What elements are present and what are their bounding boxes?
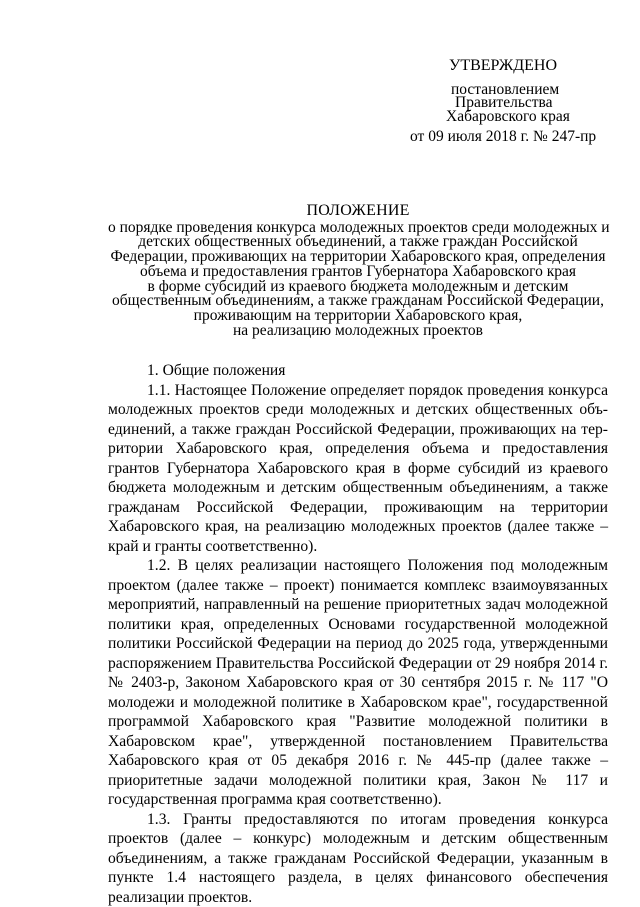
approval-line: постановлением — [451, 82, 559, 97]
section-heading: 1. Общие положения — [108, 361, 608, 381]
approval-title: УТВЕРЖДЕНО — [449, 58, 557, 73]
document-title: ПОЛОЖЕНИЕ — [108, 204, 608, 219]
approval-line: Хабаровского края — [446, 109, 570, 124]
document-subtitle-line: Федерации, проживающих на территории Хабаровского края, определения — [108, 250, 608, 265]
document-body — [108, 361, 608, 907]
document-subtitle-line: на реализацию молодежных проектов — [108, 324, 608, 339]
document-subtitle-line: детских общественных объединений, а также граждан Российской — [108, 235, 608, 250]
paragraph-1-3: 1.3. Гранты предоставляются по итогам проведения конкурса проектов (далее – конкурс) молодежным и детским общественным объединениям, а также гражданам Российской Федерации, указанным в пункте 1.4 настоящего раздела, в целях финансового обеспечения реализации проектов. — [108, 810, 608, 907]
approval-date-number: от 09 июля 2018 г. № 247-пр — [410, 129, 596, 144]
paragraph-1-1: 1.1. Настоящее Положение определяет порядок проведения конкурса молодежных проектов среди молодежных и детских общественных объединений, а также граждан Российской Федерации, проживающих на территории Хабаровского края, определения объема и предоставления грантов Губернатора Хабаровского края в форме субсидий из краевого бюджета молодежным и детским общественным объединениям, а также гражданам Российской Федерации, проживающим на территории Хабаровского края, на реализацию молодежных проектов (далее также – край и гранты соответственно). — [108, 381, 608, 557]
document-subtitle-line: о порядке проведения конкурса молодежных проектов среди молодежных и — [108, 221, 608, 236]
document-subtitle-line: в форме субсидий из краевого бюджета молодежным и детским — [108, 280, 608, 295]
document-subtitle-line: объема и предоставления грантов Губернатора Хабаровского края — [108, 265, 608, 280]
document-subtitle-line: общественным объединениям, а также гражданам Российской Федерации, — [108, 294, 608, 309]
approval-line: Правительства — [455, 95, 553, 110]
document-title-block — [108, 204, 608, 338]
document-subtitle-line: проживающим на территории Хабаровского края, — [108, 309, 608, 324]
paragraph-1-2: 1.2. В целях реализации настоящего Положения под молодежным проектом (далее также – проект) понимается комплекс взаимоувязанных мероприятий, направленный на решение приоритетных задач молодежной политики края, определенных Основами государственной молодежной политики Российской Федерации на период до 2025 года, утвержденными распоряжением Правительства Российской Федерации от 29 ноября 2014 г. № 2403-р, Законом Хабаровского края от 30 сентября 2015 г. № 117 "О молодежи и молодежной политике в Хабаровском крае", государственной программой Хабаровского края "Развитие молодежной политики в Хабаровском крае", утвержденной постановлением Правительства Хабаровского края от 05 декабря 2016 г. № 445-пр (далее также – приоритетные задачи молодежной политики края, Закон № 117 и государственная программа края соответственно). — [108, 556, 608, 810]
